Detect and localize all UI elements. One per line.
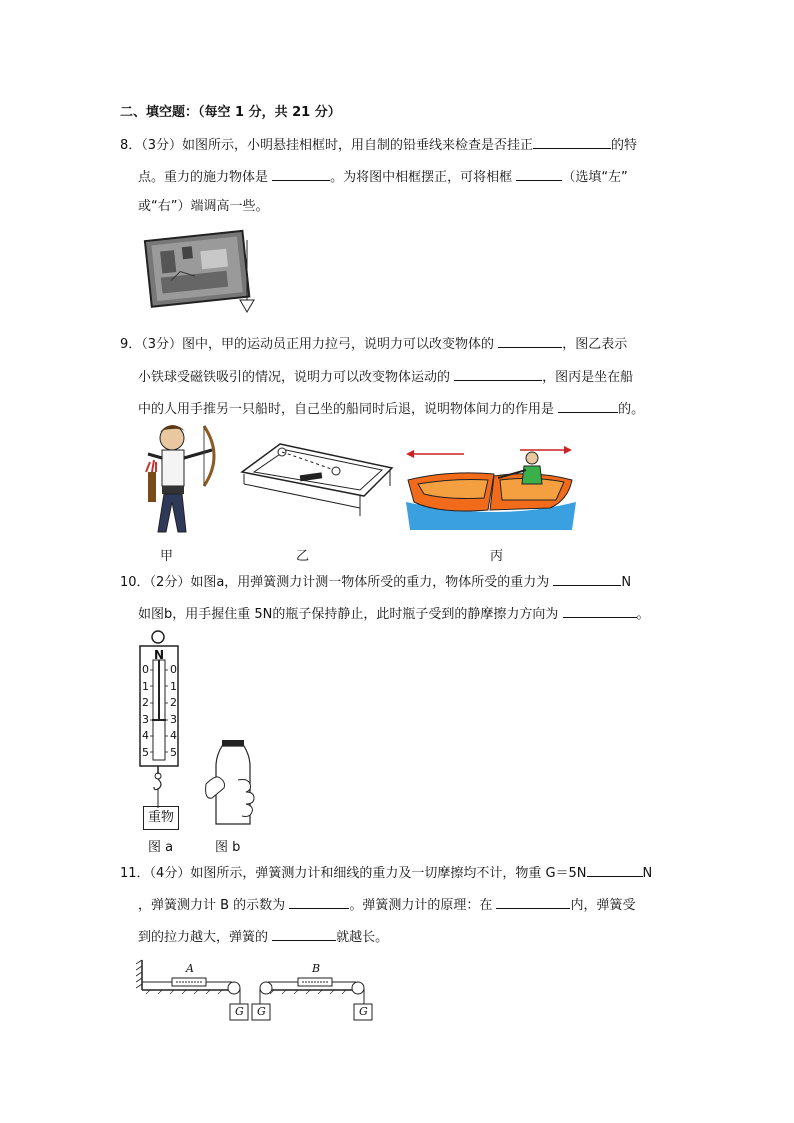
q9-text: 中的人用手推另一只船时，自己坐的船同时后退，说明物体间力的作用是 <box>138 402 555 417</box>
q8-line-2 <box>138 168 628 186</box>
q9-blank-2[interactable] <box>454 368 542 381</box>
q8-blank-2[interactable] <box>272 168 330 181</box>
label-a: A <box>186 962 194 975</box>
q11-text: ，弹簧测力计 B 的示数为 <box>138 898 286 913</box>
caption-fig-b: 图 b <box>215 840 241 855</box>
q8-text: 8．（3分）如图所示，小明悬挂相框时，用自制的铅垂线来检查是否挂正 <box>120 138 534 153</box>
scale-tick: 1 <box>170 679 177 693</box>
label-g-1: G <box>235 1005 244 1018</box>
scale-tick: 5 <box>170 745 177 759</box>
q8-text: 。为将图中相框摆正，可将相框 <box>330 170 513 185</box>
q10-line-2 <box>138 605 650 623</box>
q9-text: 的。 <box>618 402 645 417</box>
picture-frame-figure <box>140 228 262 314</box>
q9-line-2 <box>138 368 633 386</box>
q10-blank-1[interactable] <box>553 573 621 586</box>
section-title: 二、填空题：（每空 1 分，共 21 分） <box>120 105 341 120</box>
q8-line-3 <box>138 199 268 215</box>
q8-line-1 <box>120 136 637 154</box>
q11-text: 。弹簧测力计的原理：在 <box>349 898 493 913</box>
q11-blank-1[interactable] <box>587 864 643 877</box>
q8-text: 或“右”）端调高一些。 <box>138 199 269 214</box>
spring-scales-pulley-figure <box>136 956 376 1022</box>
scale-tick: 5 <box>142 745 149 759</box>
scale-tick: 4 <box>142 729 149 742</box>
q11-blank-2[interactable] <box>289 896 349 909</box>
scale-tick: 3 <box>170 712 177 726</box>
q9-line-3 <box>138 400 644 418</box>
q11-text: 到的拉力越大，弹簧的 <box>138 930 269 945</box>
q8-text: （选填“左” <box>562 170 628 185</box>
q11-line-2 <box>138 896 636 914</box>
q10-text: 10．（2分）如图a，用弹簧测力计测一物体所受的重力，物体所受的重力为 <box>120 575 550 590</box>
q9-blank-3[interactable] <box>558 400 618 413</box>
bottle-hand-figure <box>204 738 256 830</box>
q11-text: N <box>642 866 653 881</box>
boats-figure <box>402 440 582 532</box>
q8-text: 点。重力的施力物体是 <box>138 170 269 185</box>
q10-blank-2[interactable] <box>563 605 637 618</box>
q9-text: 小铁球受磁铁吸引的情况，说明力可以改变物体运动的 <box>138 370 451 385</box>
scale-tick: 4 <box>170 729 177 742</box>
q10-text: 如图b，用手握住重 5N的瓶子保持静止，此时瓶子受到的静摩擦力方向为 <box>138 607 559 622</box>
caption-yi: 乙 <box>296 549 310 564</box>
q11-text: 就越长。 <box>336 930 389 945</box>
scale-tick: 1 <box>142 679 149 693</box>
q11-line-1 <box>120 864 652 882</box>
scale-unit-label: N <box>154 648 165 662</box>
magnet-table-figure <box>240 438 394 522</box>
scale-ticks-right <box>170 662 177 761</box>
caption-bing: 丙 <box>490 549 504 564</box>
label-b: B <box>312 962 321 975</box>
q11-blank-3[interactable] <box>496 896 570 909</box>
label-g-3: G <box>359 1005 368 1018</box>
scale-tick: 0 <box>142 663 149 676</box>
q8-text: 的特 <box>611 138 638 153</box>
q11-blank-4[interactable] <box>272 928 336 941</box>
caption-fig-a: 图 a <box>148 840 174 855</box>
q9-text: ，图乙表示 <box>562 337 628 352</box>
q9-text: ，图丙是坐在船 <box>542 370 634 385</box>
q9-line-1 <box>120 335 627 353</box>
q10-text: N <box>621 575 632 590</box>
q8-blank-1[interactable] <box>533 136 611 149</box>
q11-line-3 <box>138 928 388 946</box>
scale-tick: 2 <box>142 696 149 709</box>
scale-tick: 3 <box>142 712 149 726</box>
label-g-2: G <box>257 1005 266 1018</box>
scale-tick: 2 <box>170 696 177 709</box>
weight-box: 重物 <box>143 806 179 830</box>
q9-blank-1[interactable] <box>498 335 562 348</box>
scale-tick: 0 <box>170 663 177 676</box>
scale-ticks-left <box>142 662 149 761</box>
q8-blank-3[interactable] <box>516 168 562 181</box>
q9-text: 9．（3分）图中，甲的运动员正用力拉弓，说明力可以改变物体的 <box>120 337 495 352</box>
q11-text: 11．（4分）如图所示，弹簧测力计和细线的重力及一切摩擦均不计，物重 G＝5N <box>120 866 587 881</box>
caption-jia: 甲 <box>160 549 174 564</box>
q10-line-1 <box>120 573 631 591</box>
q11-text: 内，弹簧受 <box>570 898 636 913</box>
q10-text: 。 <box>636 607 650 622</box>
archer-figure <box>140 420 220 538</box>
